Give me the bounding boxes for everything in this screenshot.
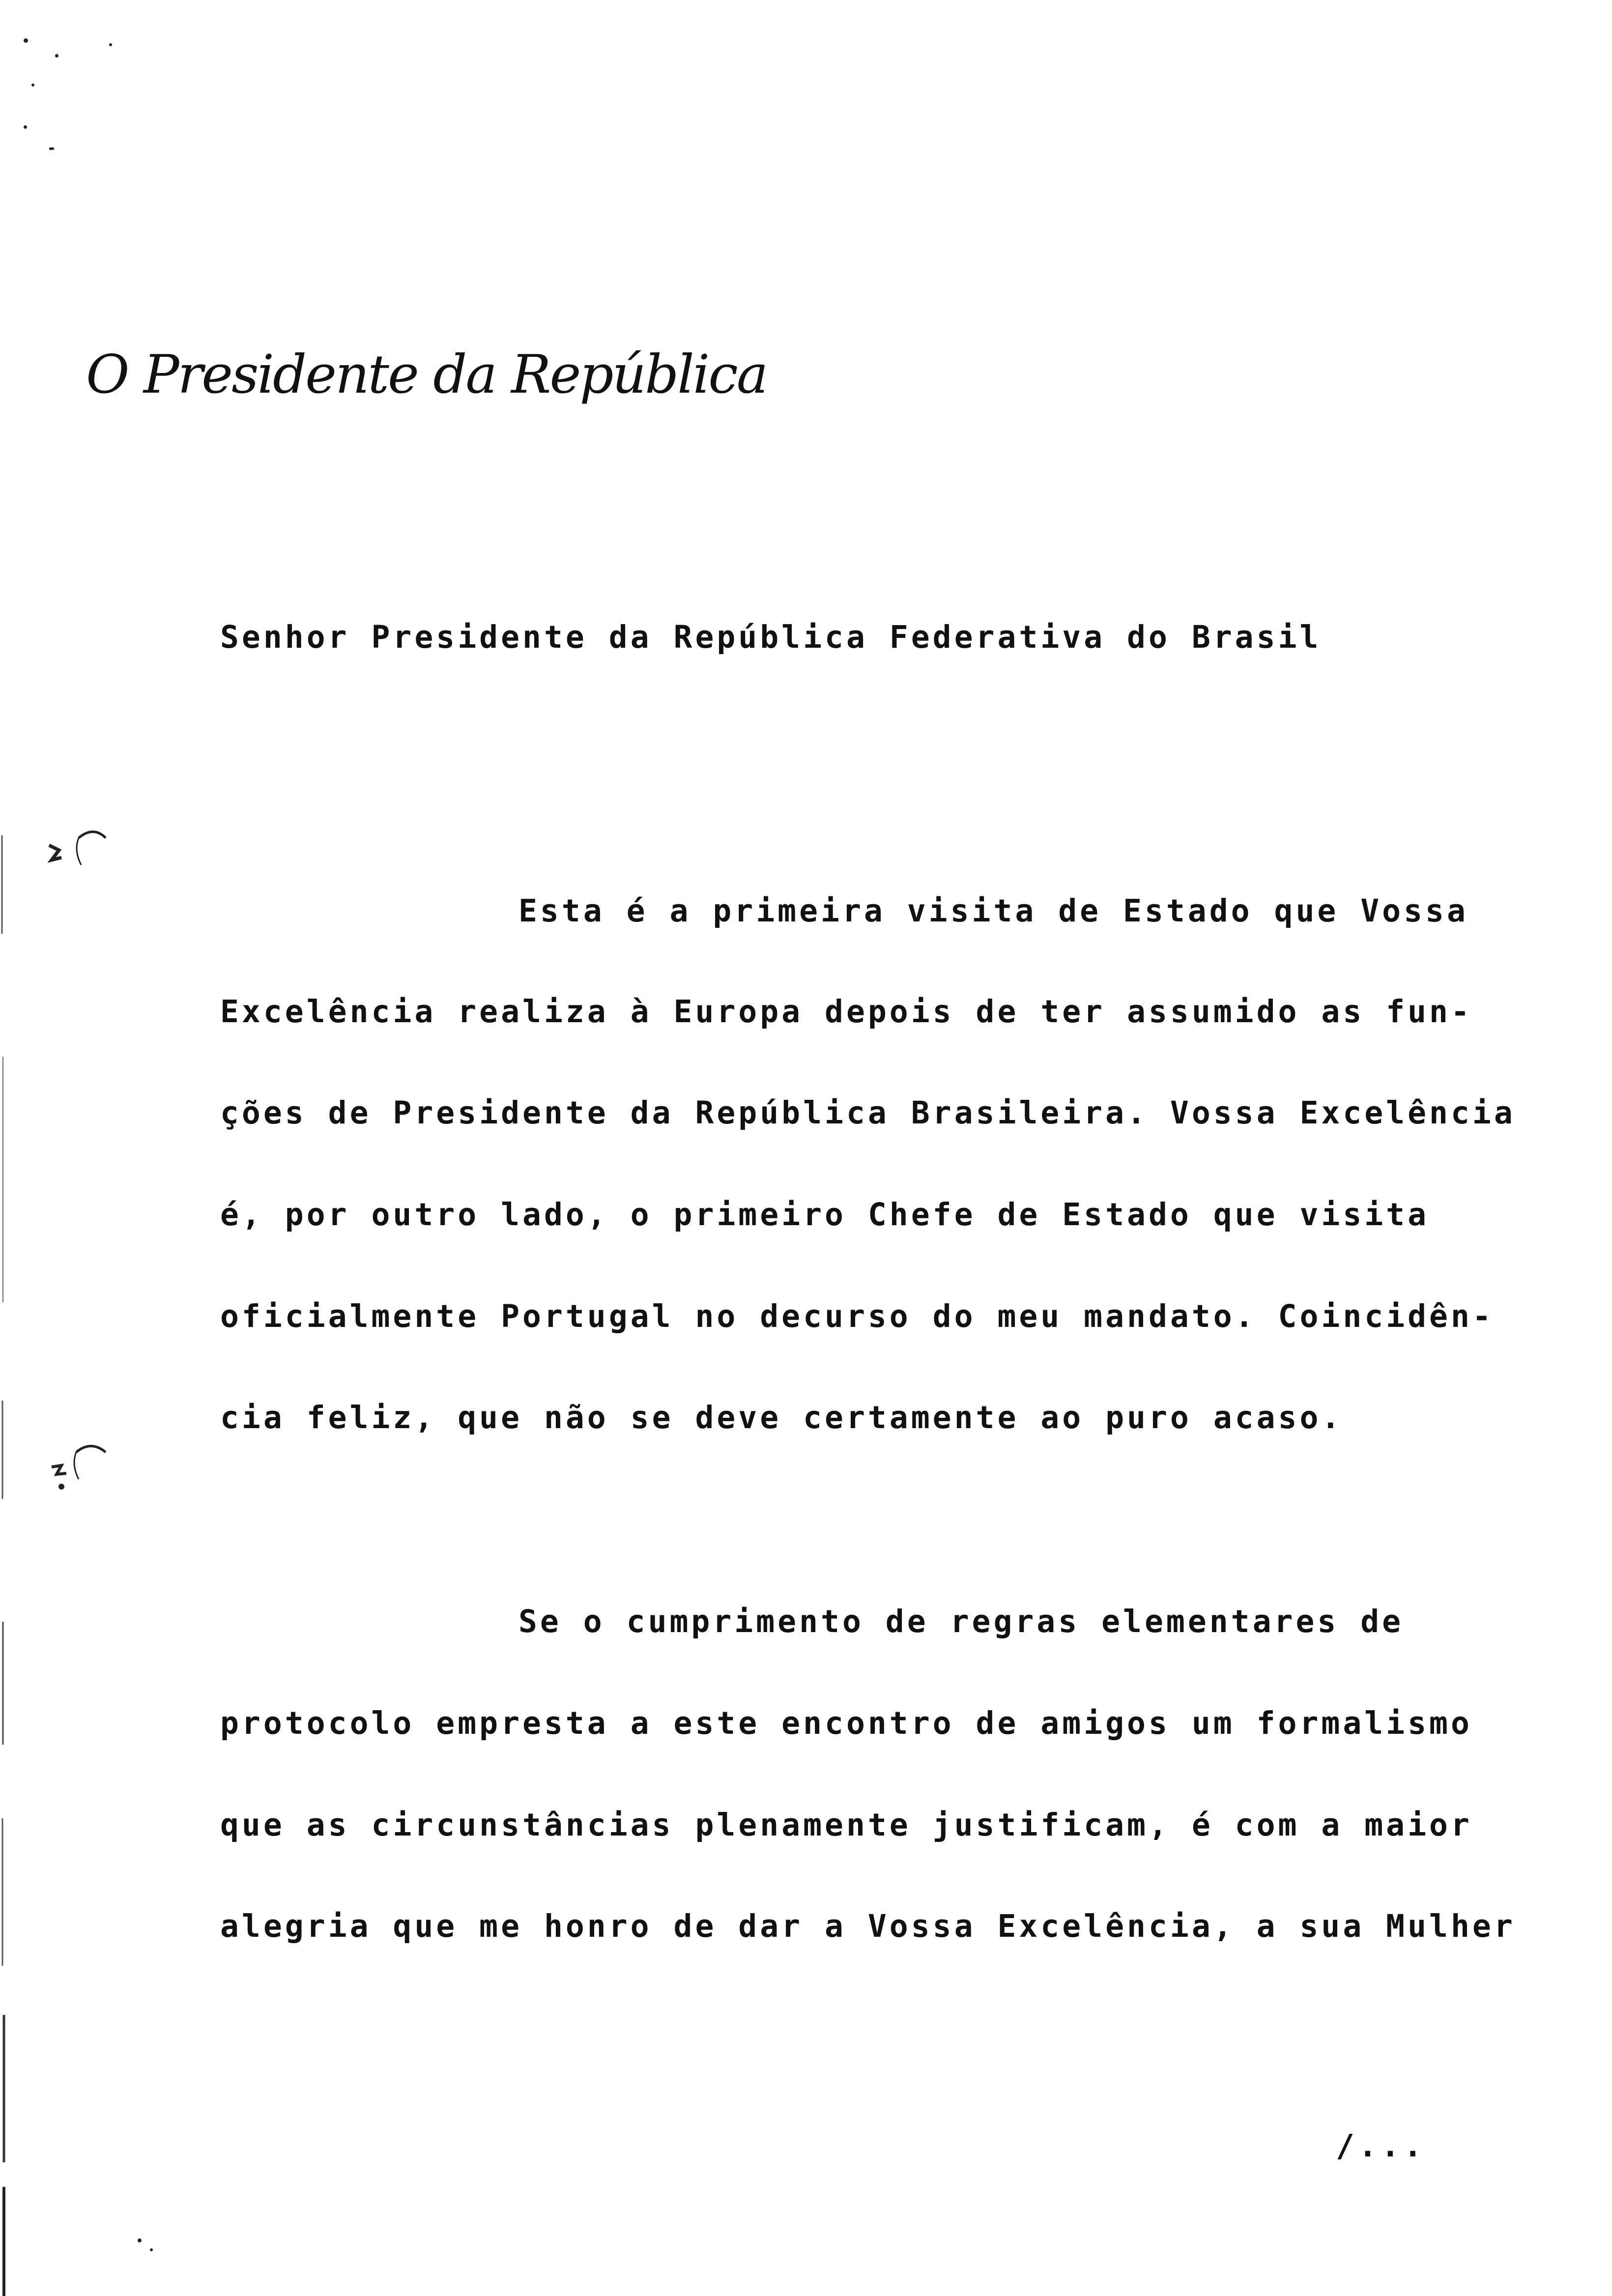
scan-speck [31, 84, 34, 86]
scan-speck [138, 2239, 142, 2242]
paragraph-2-line: Se o cumprimento de regras elementares de [518, 1604, 1404, 1639]
scan-speck [109, 43, 112, 46]
paragraph-1-line: oficialmente Portugal no decurso do meu mandato. Coincidên- [220, 1298, 1494, 1334]
paragraph-1-line: cia feliz, que não se deve certamente ao puro acaso. [220, 1400, 1343, 1435]
paragraph-1-line: Excelência realiza à Europa depois de ter assumido as fun- [220, 994, 1472, 1030]
scan-speck [150, 2248, 153, 2251]
salutation: Senhor Presidente da República Federativa do Brasil [220, 619, 1322, 655]
paragraph-2-line: alegria que me honro de dar a Vossa Excelência, a sua Mulher [220, 1908, 1516, 1944]
scan-speck [24, 125, 27, 129]
paragraph-2-line: protocolo empresta a este encontro de amigos um formalismo [220, 1705, 1472, 1741]
paragraph-2-line: que as circunstâncias plenamente justificam, é com a maior [220, 1807, 1472, 1843]
scan-speck [24, 38, 28, 43]
punch-hole-mark-bottom [39, 1425, 113, 1499]
scan-edge-shadow [0, 0, 8, 2296]
letterhead-title: O Presidente da República [86, 344, 767, 405]
paragraph-1-line: é, por outro lado, o primeiro Chefe de Estado que visita [220, 1197, 1430, 1233]
scan-speck [55, 54, 58, 57]
scan-speck [49, 147, 54, 150]
paragraph-1-line: ções de Presidente da República Brasileira. Vossa Excelência [220, 1095, 1516, 1131]
continuation-mark: /... [1336, 2128, 1426, 2164]
paragraph-1-line: Esta é a primeira visita de Estado que Vossa [518, 893, 1468, 929]
punch-hole-mark-top [39, 811, 113, 885]
